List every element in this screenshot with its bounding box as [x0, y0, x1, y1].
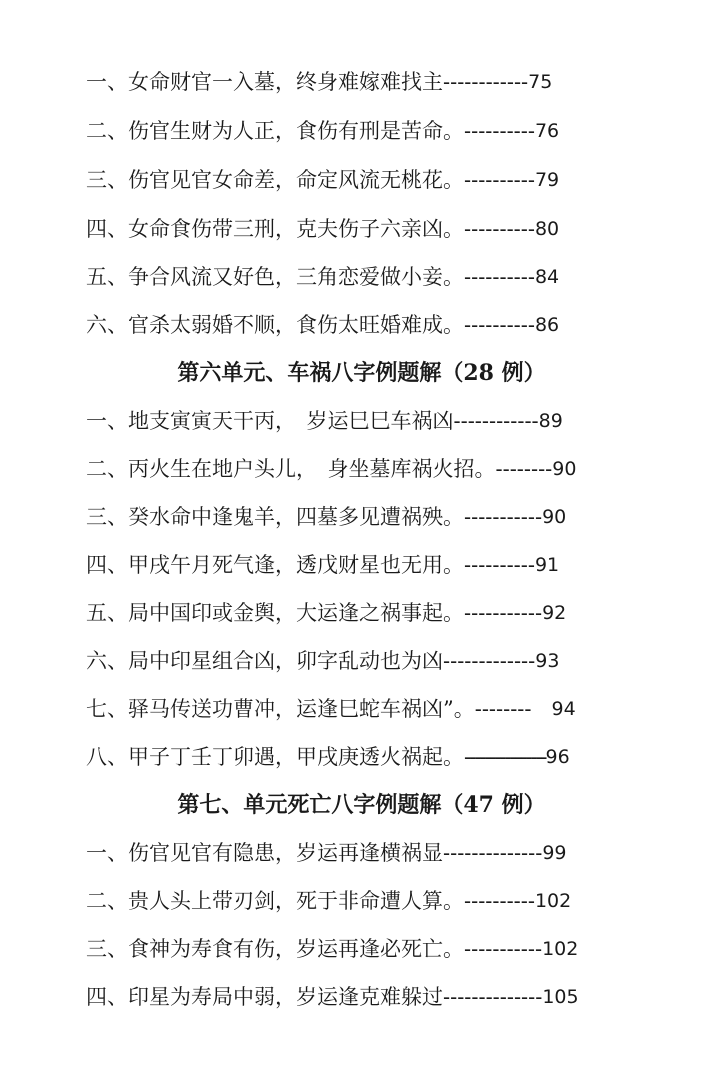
entry-title: 官杀太弱婚不顺，食伤太旺婚难成。	[128, 313, 464, 337]
toc-entry	[86, 497, 566, 537]
entry-page-number: 90	[552, 458, 577, 480]
entry-number: 三、	[86, 937, 128, 961]
toc-entry	[86, 833, 567, 873]
entry-leader: ------------	[443, 70, 529, 94]
entry-number: 一、	[86, 70, 128, 94]
toc-entry	[86, 593, 566, 633]
toc-entry	[86, 881, 571, 921]
entry-number: 一、	[86, 409, 128, 433]
entry-title: 贵人头上带刃剑，死于非命遭人算。	[128, 889, 464, 913]
entry-number: 二、	[86, 119, 128, 143]
entry-leader: ------------	[453, 409, 539, 433]
entry-number: 四、	[86, 985, 128, 1009]
entry-page-number: 102	[534, 890, 572, 912]
toc-entry	[86, 449, 576, 489]
entry-leader: --------------	[443, 841, 543, 865]
section-heading-7: 第七、单元死亡八字例题解（47 例）	[177, 792, 546, 818]
entry-leader: -------------	[443, 649, 536, 673]
section-heading-6: 第六单元、车祸八字例题解（28 例）	[177, 360, 546, 386]
entry-page-number: 99	[542, 842, 567, 864]
entry-leader: ----------------	[464, 745, 546, 769]
entry-number: 八、	[86, 745, 128, 769]
entry-number: 七、	[86, 697, 128, 721]
entry-number: 四、	[86, 553, 128, 577]
toc-entry	[86, 977, 579, 1017]
entry-page-number: 76	[534, 120, 560, 142]
entry-title: 地支寅寅天干丙， 岁运巳巳车祸凶	[128, 409, 454, 433]
entry-title: 印星为寿局中弱，岁运逢克难躲过	[128, 985, 443, 1009]
entry-number: 五、	[86, 265, 128, 289]
entry-leader: -----------	[464, 601, 543, 625]
entry-page-number: 79	[534, 169, 560, 191]
entry-number: 三、	[86, 168, 128, 192]
toc-entry	[86, 62, 552, 102]
entry-page-number: 93	[535, 650, 560, 672]
entry-leader: ----------	[464, 553, 535, 577]
entry-page-number: 92	[542, 602, 567, 624]
entry-title: 伤官生财为人正，食伤有刑是苦命。	[128, 119, 464, 143]
entry-number: 一、	[86, 841, 128, 865]
entry-title: 食神为寿食有伤，岁运再逢必死亡。	[128, 937, 464, 961]
entry-number: 六、	[86, 649, 128, 673]
entry-leader: --------------	[443, 985, 543, 1009]
entry-leader: ----------	[464, 265, 535, 289]
toc-entry	[86, 305, 559, 345]
entry-number: 三、	[86, 505, 128, 529]
toc-entry	[86, 929, 578, 969]
entry-page-number: 102	[542, 938, 579, 960]
entry-page-number: 105	[542, 986, 579, 1008]
toc-entry	[86, 111, 559, 151]
entry-title: 局中印星组合凶，卯字乱动也为凶	[128, 649, 443, 673]
entry-leader: ----------	[464, 889, 535, 913]
entry-page-number: 80	[534, 218, 560, 240]
entry-title: 伤官见官女命差，命定风流无桃花。	[128, 168, 464, 192]
entry-page-number: 84	[534, 266, 560, 288]
entry-title: 女命食伤带三刑，克夫伤子六亲凶。	[128, 217, 464, 241]
entry-leader: --------	[495, 457, 553, 481]
entry-number: 六、	[86, 313, 128, 337]
toc-entry	[86, 641, 559, 681]
entry-leader: ----------	[464, 313, 535, 337]
entry-leader: -----------	[464, 937, 543, 961]
toc-entry	[86, 209, 559, 249]
entry-page-number: 94	[551, 698, 576, 720]
entry-page-number: 75	[528, 71, 553, 93]
entry-number: 二、	[86, 889, 128, 913]
entry-title: 甲戌午月死气逢，透戊财星也无用。	[128, 553, 464, 577]
entry-leader: ----------	[464, 217, 535, 241]
entry-page-number: 86	[534, 314, 560, 336]
entry-page-number: 90	[542, 506, 567, 528]
toc-entry	[86, 401, 563, 441]
entry-title: 女命财官一入墓，终身难嫁难找主	[128, 70, 443, 94]
toc-entry	[86, 545, 559, 585]
toc-entry	[86, 257, 559, 297]
entry-title: 甲子丁壬丁卯遇，甲戌庚透火祸起。	[128, 745, 464, 769]
entry-number: 二、	[86, 457, 128, 481]
entry-leader: -----------	[464, 505, 543, 529]
toc-entry	[86, 737, 570, 777]
entry-title: 伤官见官有隐患，岁运再逢横祸显	[128, 841, 443, 865]
entry-number: 五、	[86, 601, 128, 625]
entry-title: 癸水命中逢鬼羊，四墓多见遭祸殃。	[128, 505, 464, 529]
entry-leader: ----------	[464, 168, 535, 192]
entry-title: 驿马传送功曹冲，运逢巳蛇车祸凶”。	[128, 697, 475, 721]
entry-page-number: 91	[534, 554, 560, 576]
entry-number: 四、	[86, 217, 128, 241]
entry-title: 局中国印或金舆，大运逢之祸事起。	[128, 601, 464, 625]
entry-page-number: 96	[545, 746, 570, 768]
entry-title: 争合风流又好色，三角恋爱做小妾。	[128, 265, 464, 289]
toc-entry	[86, 689, 576, 729]
entry-title: 丙火生在地户头儿， 身坐墓库祸火招。	[128, 457, 496, 481]
toc-entry	[86, 160, 559, 200]
entry-page-number: 89	[538, 410, 563, 432]
entry-leader: --------	[474, 697, 532, 721]
entry-leader: ----------	[464, 119, 535, 143]
